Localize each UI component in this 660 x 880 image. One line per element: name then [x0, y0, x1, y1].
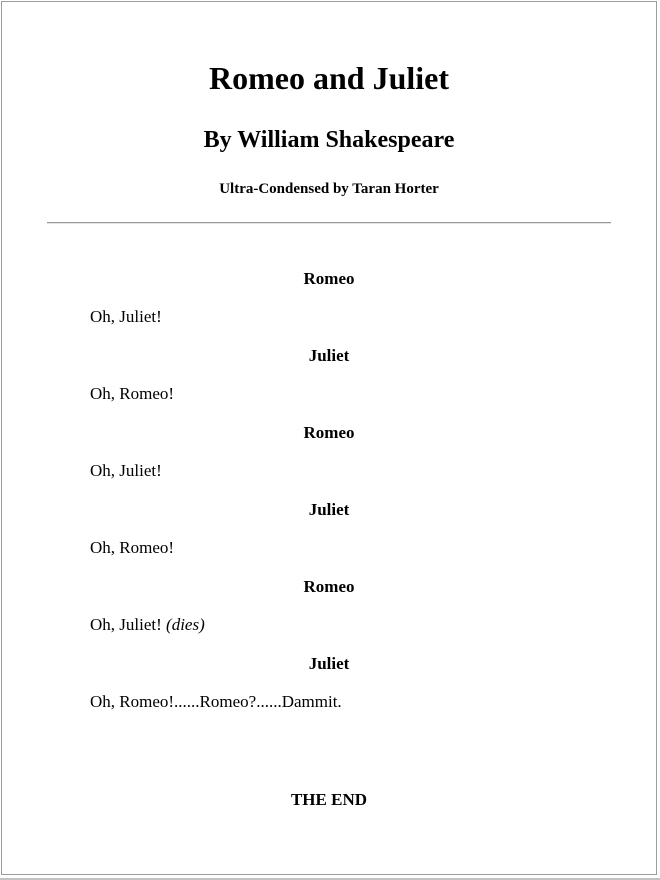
dialogue-text: Oh, Romeo!: [90, 384, 175, 404]
document-body: [2, 61, 656, 809]
dialogue-line: [90, 692, 611, 712]
speaker-heading: Romeo: [303, 576, 355, 596]
dialogue-text: Oh, Juliet!: [90, 307, 162, 327]
script-section: [47, 269, 611, 712]
horizontal-rule: [47, 222, 611, 224]
speaker-heading: Juliet: [308, 653, 350, 673]
dialogue-text: Oh, Juliet!: [90, 461, 162, 481]
dialogue-line: [90, 384, 611, 404]
page-frame: [1, 1, 657, 875]
speaker-heading: Juliet: [308, 345, 350, 365]
speaker-heading: Juliet: [308, 499, 350, 519]
speaker-heading: Romeo: [303, 268, 355, 288]
dialogue-line: [90, 461, 611, 481]
dialogue-line: [90, 307, 611, 327]
dialogue-line: [90, 615, 611, 635]
dialogue-line: [90, 538, 611, 558]
stage-direction: (dies): [166, 615, 205, 635]
dialogue-text: Oh, Romeo!: [90, 538, 175, 558]
author-byline: By William Shakespeare: [203, 126, 455, 153]
the-end-label: THE END: [290, 789, 368, 809]
condensed-credit: Ultra-Condensed by Taran Horter: [219, 181, 439, 198]
speaker-heading: Romeo: [303, 422, 355, 442]
page-title: Romeo and Juliet: [209, 60, 449, 96]
dialogue-text: Oh, Juliet!: [90, 615, 162, 635]
dialogue-text: Oh, Romeo!......Romeo?......Dammit.: [90, 692, 342, 712]
